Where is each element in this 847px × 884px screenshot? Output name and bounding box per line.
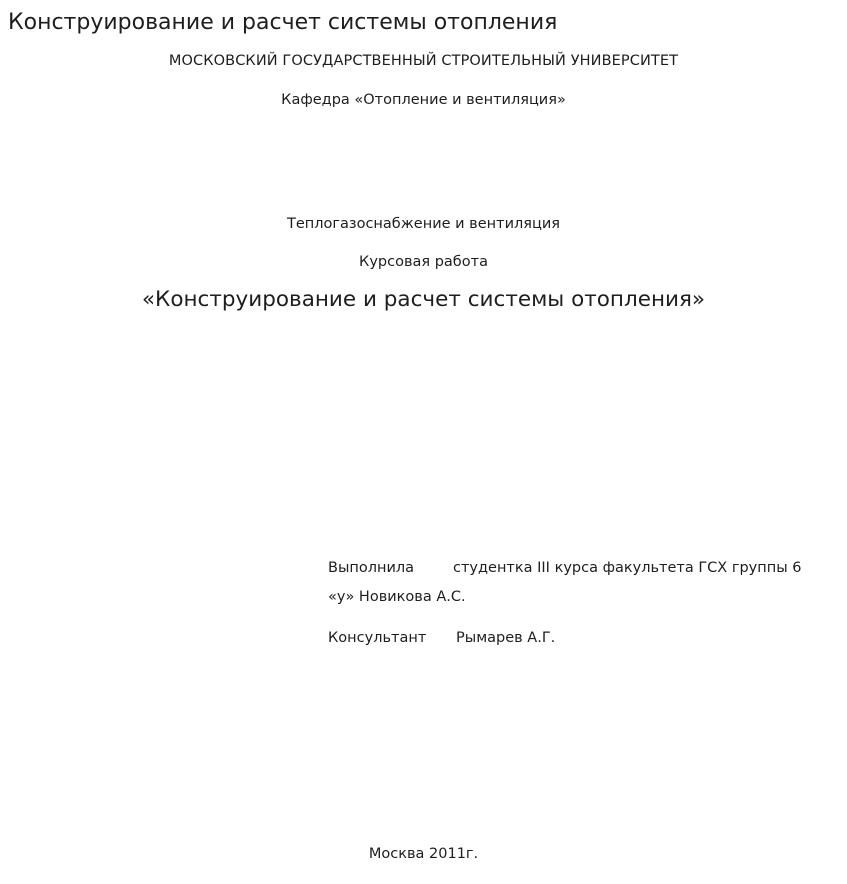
work-title: «Конструирование и расчет системы отопления» (141, 287, 706, 312)
footer-city-year: Москва 2011г. (368, 846, 479, 862)
author-block (328, 554, 847, 612)
author-line-1: студентка III курса факультета ГСХ группы 6 (453, 560, 802, 576)
consultant-label: Консультант (328, 630, 427, 646)
document-heading: Конструирование и расчет системы отопления (8, 10, 558, 35)
work-type: Курсовая работа (359, 254, 488, 270)
university-name: МОСКОВСКИЙ ГОСУДАРСТВЕННЫЙ СТРОИТЕЛЬНЫЙ УНИВЕРСИТЕТ (168, 53, 679, 69)
author-label: Выполнила (328, 560, 415, 576)
consultant-name: Рымарев А.Г. (456, 630, 556, 646)
consultant-block (328, 628, 555, 648)
author-line-2: «у» Новикова А.С. (328, 589, 466, 605)
department-name: Кафедра «Отопление и вентиляция» (281, 92, 566, 108)
specialty-name: Теплогазоснабжение и вентиляция (286, 216, 561, 232)
